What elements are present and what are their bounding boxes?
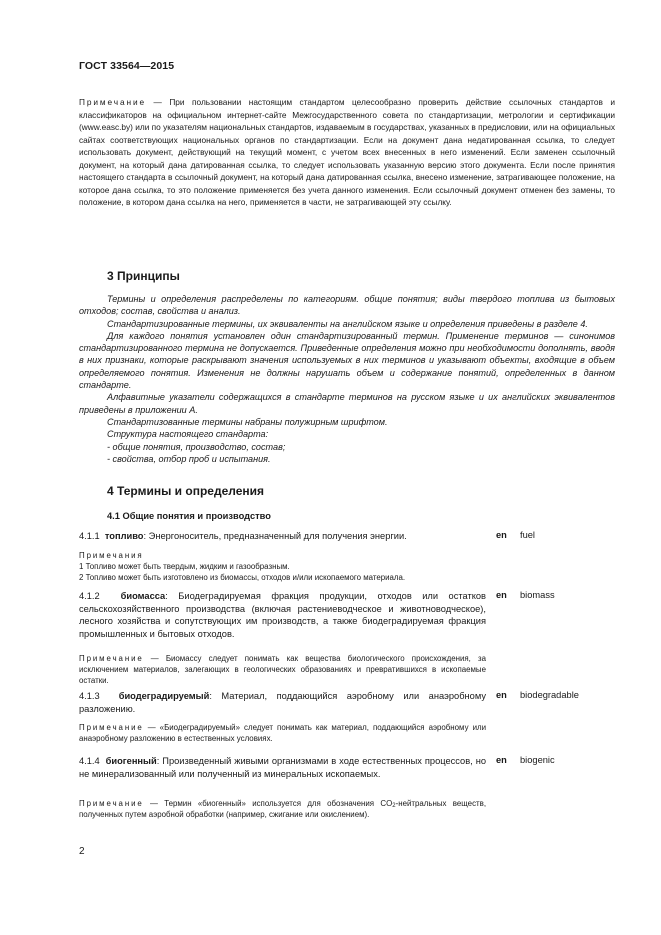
note-text: — «Биодеградируемый» следует понимать как материал, поддающийся аэробному или анаэробному разложению в естественных условиях.: [79, 723, 486, 744]
lang-code: en: [496, 690, 507, 700]
note-text: — Термин «биогенный» используется для обозначения CO: [143, 799, 393, 808]
section-3-title: 3 Принципы: [107, 269, 180, 283]
note-text: — Биомассу следует понимать как вещества биологического происхождения, за исключением материалов, залегающих в геологических образованиях и превратившихся в ископаемые остатки.: [79, 654, 486, 686]
page-number: 2: [79, 846, 85, 857]
term-name: биодеградируемый: [118, 691, 210, 701]
term-name: топливо: [104, 531, 144, 541]
note-item: 1 Топливо может быть твердым, жидким и газообразным.: [79, 562, 290, 572]
term-number: 4.1.1: [79, 531, 100, 541]
lang-code: en: [496, 590, 507, 600]
section-4-title: 4 Термины и определения: [107, 484, 265, 498]
paragraph: Алфавитные указатели содержащихся в стандарте терминов на русском языке и их английских эквивалентов приведены в приложении А.: [79, 392, 615, 415]
term-definition: : Произведенный живыми организмами в ходе естественных процессов, но не минерализованный или полученный из минеральных ископаемых.: [79, 756, 486, 779]
term-definition: : Биодеградируемая фракция продукции, отходов или остатков сельскохозяйственного производства (включая растениеводческое и животноводческое), лесного хозяйства и сопутствующих им производств, а также биодеградируемая фракция промышленных и бытовых отходов.: [79, 591, 486, 639]
note-label: Примечание: [79, 799, 144, 808]
note-label: Примечание: [79, 723, 144, 732]
paragraph: Термины и определения распределены по категориям. общие понятия; виды твердого топлива из бытовых отходов; состав, свойства и анализ.: [79, 294, 615, 317]
english-equivalent: biodegradable: [520, 690, 579, 700]
paragraph: Стандартизированные термины, их эквиваленты на английском языке и определения приведены в разделе 4.: [107, 318, 588, 329]
term-number: 4.1.3: [79, 691, 100, 701]
english-equivalent: fuel: [520, 530, 535, 540]
note-label: Примечание: [79, 654, 144, 663]
subscript: 2: [392, 803, 396, 809]
running-header: ГОСТ 33564—2015: [79, 60, 175, 72]
term-number: 4.1.2: [79, 591, 100, 601]
term-entry-biodegradable: [79, 690, 486, 715]
note-text: -нейтральных веществ, полученных путем аэробной обработки (например, сжигание или окислением).: [79, 799, 487, 820]
term-definition: : Материал, поддающийся аэробному или анаэробному разложению.: [79, 691, 486, 714]
section-3-body: [79, 293, 615, 465]
term-number: 4.1.4: [79, 756, 100, 766]
term-name: биомасса: [120, 591, 166, 601]
english-equivalent: biogenic: [520, 755, 555, 765]
lang-code: en: [496, 530, 507, 540]
list-item: - общие понятия, производство, состав;: [107, 441, 286, 452]
note-text: — При пользовании настоящим стандартом целесообразно проверить действие ссылочных стандартов и классификаторов на официальном интернет-сайте Межгосударственного совета по стандартизации, метрологии и сертификации (www.easc.by) или по указателям национальных стандартов, издаваемым в государствах, указанных в предисловии, или на официальных сайтах соответствующих национальных органов по стандартизации. Если на документ дана недатированная ссылка, то следует использовать документ, действующий на текущий момент, с учетом всех внесенных в него изменений. Если заменен ссылочный документ, на который дана датированная ссылка, то следует использовать указанную версию этого документа. Если после принятия настоящего стандарта в ссылочный документ, на который дана датированная ссылка, внесено изменение, затрагивающее положение, на которое дана ссылка, то это положение применяется без учета данного изменения. Если ссылочный документ отменен без замены, то положение, в котором дана ссылка на него, применяется в части, не затрагивающей эту ссылку.: [79, 97, 615, 207]
term-name: биогенный: [105, 756, 157, 766]
term-note: [79, 653, 486, 687]
notes-label: Примечания: [79, 551, 144, 560]
term-entry-fuel: [79, 530, 486, 543]
term-notes: [79, 550, 486, 584]
term-note: [79, 798, 486, 820]
note-item: 2 Топливо может быть изготовлено из биомассы, отходов и/или ископаемого материала.: [79, 573, 406, 583]
lang-code: en: [496, 755, 507, 765]
list-item: - свойства, отбор проб и испытания.: [107, 453, 271, 464]
subsection-4-1-title: 4.1 Общие понятия и производство: [107, 511, 271, 521]
term-note: [79, 722, 486, 744]
paragraph: Для каждого понятия установлен один стандартизированный термин. Применение терминов — синонимов стандартизированного термина не допускается. Приведенные определения можно при необходимости дополнять, вводя в них признаки, которые раскрывают значения используемых в них терминов и указывают объекты, входящие в объем определяемого понятия. Изменения не должны нарушать объем и содержание понятий, определенных в данном стандарте.: [79, 330, 615, 391]
note-label: Примечание: [79, 97, 147, 107]
term-definition: : Энергоноситель, предназначенный для получения энергии.: [143, 531, 407, 541]
term-entry-biomass: [79, 590, 486, 640]
english-equivalent: biomass: [520, 590, 555, 600]
paragraph: Структура настоящего стандарта:: [107, 429, 269, 440]
paragraph: Стандартизованные термины набраны полужирным шрифтом.: [107, 416, 388, 427]
intro-note: [79, 96, 615, 209]
term-entry-biogenic: [79, 755, 486, 780]
